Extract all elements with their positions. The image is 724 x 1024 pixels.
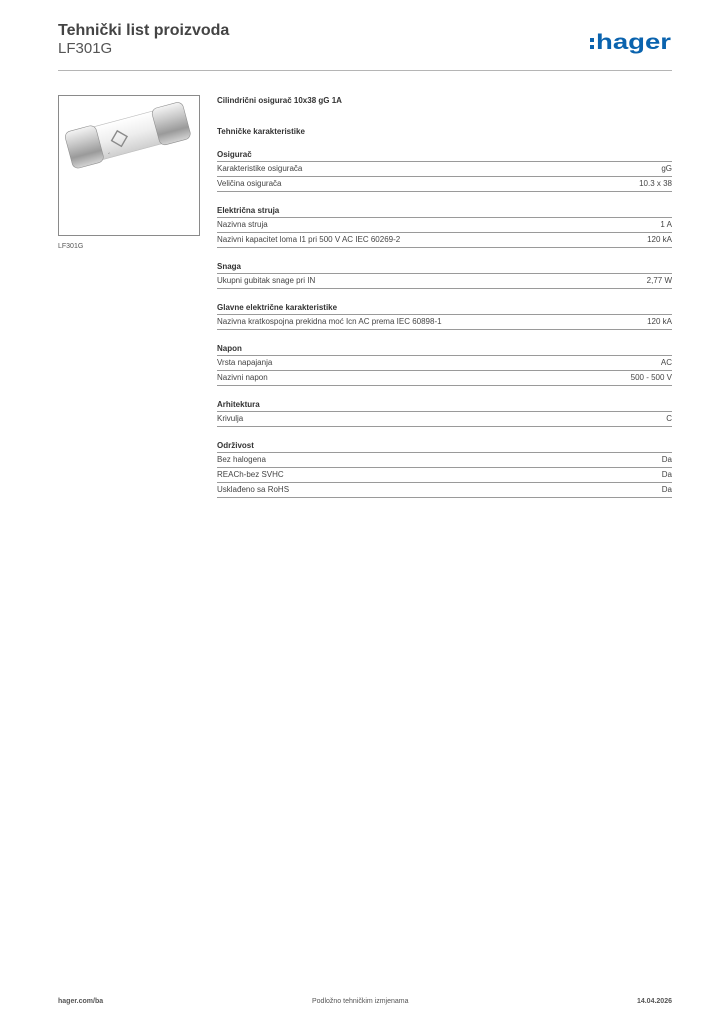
section-heading: Održivost <box>217 440 672 453</box>
spec-label: Ukupni gubitak snage pri IN <box>217 276 316 285</box>
spec-sheet <box>217 95 672 511</box>
spec-value: Da <box>661 455 672 464</box>
spec-row <box>217 483 672 498</box>
spec-value: gG <box>661 164 672 173</box>
spec-label: Nazivna kratkospojna prekidna moć Icn AC prema IEC 60898-1 <box>217 317 442 326</box>
page-header <box>58 22 672 71</box>
spec-label: Krivulja <box>217 414 244 423</box>
spec-label: Nazivni kapacitet loma I1 pri 500 V AC IEC 60269-2 <box>217 235 401 244</box>
spec-section <box>217 343 672 386</box>
spec-value: Da <box>661 485 672 494</box>
spec-label: Usklađeno sa RoHS <box>217 485 290 494</box>
svg-text:hager: hager <box>596 31 671 54</box>
spec-label: Vrsta napajanja <box>217 358 273 367</box>
spec-label: Nazivna struja <box>217 220 268 229</box>
product-code: LF301G <box>58 40 113 57</box>
section-heading: Osigurač <box>217 149 672 162</box>
spec-row <box>217 162 672 177</box>
spec-label: Veličina osigurača <box>217 179 282 188</box>
section-heading: Napon <box>217 343 672 356</box>
section-heading: Snaga <box>217 261 672 274</box>
spec-row <box>217 218 672 233</box>
spec-row <box>217 233 672 248</box>
spec-row <box>217 412 672 427</box>
section-heading: Glavne električne karakteristike <box>217 302 672 315</box>
spec-value: 500 - 500 V <box>630 373 672 382</box>
spec-value: 10.3 x 38 <box>639 179 672 188</box>
spec-value: AC <box>660 358 672 367</box>
spec-sections <box>217 149 672 498</box>
document-title: Tehnički list proizvoda <box>58 22 230 39</box>
spec-label: REACh-bez SVHC <box>217 470 284 479</box>
spec-row <box>217 468 672 483</box>
spec-value: 120 kA <box>647 235 672 244</box>
spec-label: Karakteristike osigurača <box>217 164 303 173</box>
spec-label: Nazivni napon <box>217 373 268 382</box>
spec-section <box>217 399 672 427</box>
footer-notice: Podložno tehničkim izmjenama <box>312 998 409 1005</box>
spec-label: Bez halogena <box>217 455 266 464</box>
spec-row <box>217 356 672 371</box>
spec-value: C <box>666 414 672 423</box>
product-image <box>58 95 200 236</box>
spec-section <box>217 302 672 330</box>
footer-date: 14.04.2026 <box>636 998 672 1005</box>
product-title: Cilindrični osigurač 10x38 gG 1A <box>217 96 342 105</box>
spec-section <box>217 149 672 192</box>
spec-value: 120 kA <box>647 317 672 326</box>
spec-value: 1 A <box>660 220 672 229</box>
section-heading: Električna struja <box>217 205 672 218</box>
fuse-illustration <box>59 96 199 235</box>
image-caption: LF301G <box>58 243 84 250</box>
spec-value: 2,77 W <box>646 276 672 285</box>
spec-row <box>217 274 672 289</box>
spec-row <box>217 177 672 192</box>
spec-value: Da <box>661 470 672 479</box>
spec-row <box>217 371 672 386</box>
section-heading: Arhitektura <box>217 399 672 412</box>
spec-row <box>217 453 672 468</box>
spec-section <box>217 205 672 248</box>
spec-row <box>217 315 672 330</box>
footer-website: hager.com/ba <box>58 998 104 1005</box>
technical-characteristics-heading: Tehničke karakteristike <box>217 127 305 136</box>
spec-section <box>217 440 672 498</box>
spec-section <box>217 261 672 289</box>
hager-logo <box>590 28 672 54</box>
svg-text:<: < <box>107 150 111 156</box>
